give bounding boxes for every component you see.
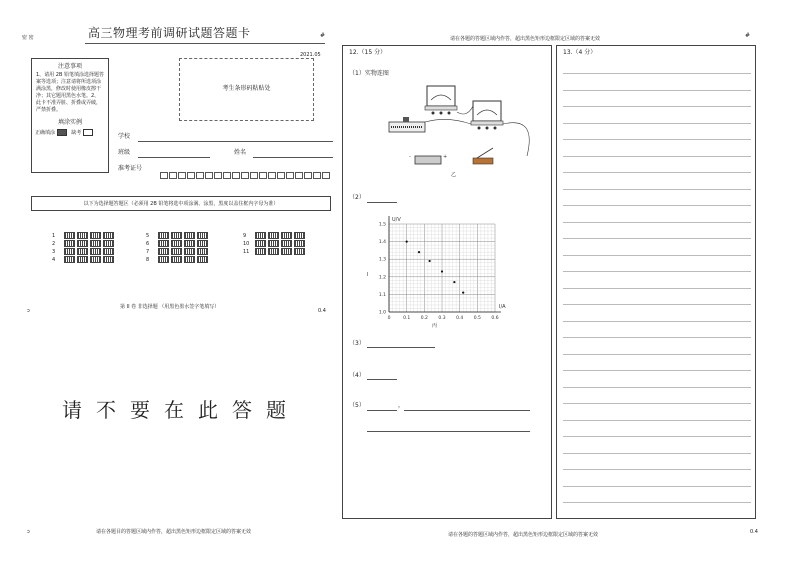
y-tick-label: 1.5 (378, 222, 386, 228)
option-d-bubble[interactable] (197, 240, 208, 247)
q12-part5-answer-line-c[interactable] (367, 431, 530, 432)
digit-cell[interactable] (214, 172, 222, 179)
choice-row[interactable]: 1 (52, 232, 116, 240)
figure-yi-caption: 乙 (451, 172, 457, 178)
option-d-bubble[interactable] (103, 240, 114, 247)
option-a-bubble[interactable] (64, 232, 75, 239)
barcode-area (179, 58, 314, 121)
answer-line[interactable] (563, 139, 751, 140)
digit-cell[interactable] (250, 172, 258, 179)
class-label: 班级 (118, 149, 131, 156)
option-c-bubble[interactable] (90, 232, 101, 239)
q12-part4-label: （4） (349, 372, 365, 379)
answer-line[interactable] (563, 288, 751, 289)
option-d-bubble[interactable] (103, 256, 114, 263)
q13-title: 13.（4 分） (563, 49, 597, 56)
option-d-bubble[interactable] (197, 232, 208, 239)
filled-mark-icon (57, 129, 67, 136)
q12-part2-answer-line[interactable] (367, 202, 397, 203)
answer-line[interactable] (563, 453, 751, 454)
option-b-bubble[interactable] (171, 248, 182, 255)
digit-cell[interactable] (178, 172, 186, 179)
option-c-bubble[interactable] (184, 248, 195, 255)
digit-cell[interactable] (232, 172, 240, 179)
school-label: 学校 (118, 133, 131, 140)
digit-cell[interactable] (259, 172, 267, 179)
q13-answer-box (556, 45, 756, 519)
digit-cell[interactable] (169, 172, 177, 179)
name-label: 姓名 (234, 149, 247, 156)
option-a-bubble[interactable] (158, 232, 169, 239)
answer-line[interactable] (563, 420, 751, 421)
choice-row[interactable]: 8 (146, 256, 210, 264)
option-a-bubble[interactable] (64, 240, 75, 247)
ammeter-icon (473, 101, 501, 121)
graph-side-label: I (367, 272, 369, 278)
battery-icon (415, 156, 441, 164)
voltmeter-icon (427, 86, 455, 106)
choice-row[interactable]: 5 (146, 232, 210, 240)
school-field[interactable] (138, 141, 333, 142)
data-point (441, 270, 443, 272)
choice-banner (31, 196, 331, 211)
x-tick-label: 0 (387, 316, 391, 321)
data-point (406, 241, 408, 243)
digit-cell[interactable] (295, 172, 303, 179)
choice-column-1 (52, 232, 116, 264)
choice-row[interactable]: 6 (146, 240, 210, 248)
choice-row[interactable]: 11 (243, 248, 307, 256)
x-tick-label: 0.4 (456, 316, 464, 321)
digit-cell[interactable] (322, 172, 330, 179)
x-axis-label: I/A (499, 304, 506, 310)
option-c-bubble[interactable] (184, 232, 195, 239)
answer-line[interactable] (563, 321, 751, 322)
option-d-bubble[interactable] (197, 248, 208, 255)
y-tick-label: 1.4 (378, 240, 386, 246)
answer-line[interactable] (563, 205, 751, 206)
fill-example-title: 填涂实例 (57, 119, 82, 126)
answer-line[interactable] (563, 90, 751, 91)
corner-mark-left: 密 密 (22, 35, 34, 41)
top-warning-mid: 请在各题的答题区域内作答，超出黑色矩形边框限定区域的答案无效 (450, 36, 601, 42)
q12-part5-answer-line-a[interactable] (367, 410, 397, 411)
y-axis-label: U/V (392, 217, 401, 223)
x-tick-label: 0.6 (491, 316, 499, 321)
q12-answer-box (342, 45, 552, 519)
option-c-bubble[interactable] (281, 232, 292, 239)
page-title: 高三物理考前调研试题答题卡 (88, 26, 251, 40)
option-a-bubble[interactable] (158, 248, 169, 255)
answer-line[interactable] (563, 255, 751, 256)
option-b-bubble[interactable] (77, 256, 88, 263)
data-point (462, 292, 464, 294)
q12-part5-separator: ， (398, 402, 405, 409)
digit-cell[interactable] (205, 172, 213, 179)
choice-row[interactable]: 9 (243, 232, 307, 240)
option-d-bubble[interactable] (294, 232, 305, 239)
option-c-bubble[interactable] (184, 256, 195, 263)
option-b-bubble[interactable] (171, 240, 182, 247)
answer-line[interactable] (563, 222, 751, 223)
bottom-warning-left: 请在各题目的答题区域内作答，超出黑色矩形边框限定区域的答案无效 (96, 529, 252, 535)
digit-cell[interactable] (196, 172, 204, 179)
empty-mark-icon (83, 129, 93, 136)
digit-cell[interactable] (223, 172, 231, 179)
digit-cell[interactable] (304, 172, 312, 179)
option-a-bubble[interactable] (158, 240, 169, 247)
y-tick-label: 1.2 (378, 275, 386, 281)
answer-line[interactable] (563, 436, 751, 437)
notice-box (31, 58, 109, 173)
option-c-bubble[interactable] (184, 240, 195, 247)
side-mark-left-bottom: ɔ (27, 529, 30, 535)
choice-banner-text: 以下为选择题答题区（必须用 2B 铅笔将选中项涂满、涂黑，黑度以盖住框内字母为准） (83, 201, 279, 207)
answer-line[interactable] (563, 106, 751, 107)
notice-body: 1、请用 2B 铅笔填涂选择题答案等选项；注意请将所选项涂满涂黑，修改时使用橡皮擦干净；其它题用黑色水笔。2、此卡不准弄脏、折叠或弄破，严禁折叠。 (36, 72, 104, 113)
choice-row[interactable]: 7 (146, 248, 210, 256)
option-d-bubble[interactable] (294, 240, 305, 247)
hash-mark-right: # (745, 32, 751, 39)
digit-cell[interactable] (313, 172, 321, 179)
digit-cell[interactable] (160, 172, 168, 179)
digit-cell[interactable] (268, 172, 276, 179)
u-i-graph (363, 210, 508, 329)
answer-line[interactable] (563, 123, 751, 124)
q12-part2-label: （2） (349, 194, 365, 201)
hash-mark: # (320, 32, 326, 39)
choice-column-3 (243, 232, 307, 256)
option-b-bubble[interactable] (171, 256, 182, 263)
y-tick-label: 1.1 (378, 292, 386, 298)
digit-cell[interactable] (286, 172, 294, 179)
answer-line[interactable] (563, 387, 751, 388)
svg-text:-: - (409, 154, 411, 160)
x-tick-label: 0.1 (403, 316, 411, 321)
side-mark-left: ɔ (27, 308, 30, 314)
option-c-bubble[interactable] (90, 248, 101, 255)
option-c-bubble[interactable] (90, 256, 101, 263)
answer-line[interactable] (563, 337, 751, 338)
answer-line[interactable] (563, 73, 751, 74)
class-field[interactable] (138, 157, 210, 158)
name-field[interactable] (253, 157, 333, 158)
do-not-answer-warning: 请不要在此答题 (62, 398, 300, 422)
answer-line[interactable] (563, 486, 751, 487)
circuit-apparatus-illustration (387, 76, 542, 176)
y-tick-label: 1.3 (378, 257, 386, 263)
barcode-label: 考生条形码粘贴处 (222, 85, 271, 92)
data-point (418, 251, 420, 253)
option-a-bubble[interactable] (158, 256, 169, 263)
answer-line[interactable] (563, 238, 751, 239)
q12-part3-answer-line[interactable] (367, 347, 435, 348)
answer-line[interactable] (563, 403, 751, 404)
choice-row[interactable]: 2 (52, 240, 116, 248)
choice-row[interactable]: 10 (243, 240, 307, 248)
option-a-bubble[interactable] (64, 256, 75, 263)
choice-row[interactable]: 3 (52, 248, 116, 256)
q12-title: 12.（15 分） (349, 49, 387, 56)
q12-part5-label: （5） (349, 402, 365, 409)
answer-line[interactable] (563, 469, 751, 470)
y-tick-label: 1.0 (378, 310, 386, 316)
notice-title: 注意事项 (57, 63, 82, 70)
choice-column-2 (146, 232, 210, 264)
option-b-bubble[interactable] (268, 232, 279, 239)
q12-part5-answer-line-b[interactable] (404, 410, 530, 411)
answer-line[interactable] (563, 271, 751, 272)
digit-cell[interactable] (241, 172, 249, 179)
option-d-bubble[interactable] (103, 232, 114, 239)
answer-line[interactable] (563, 502, 751, 503)
option-b-bubble[interactable] (77, 240, 88, 247)
title-underline (85, 43, 325, 44)
side-mark-mid: 0.4 (318, 308, 326, 314)
answer-line[interactable] (563, 172, 751, 173)
choice-row[interactable]: 4 (52, 256, 116, 264)
data-point (453, 281, 455, 283)
option-b-bubble[interactable] (268, 240, 279, 247)
option-d-bubble[interactable] (294, 248, 305, 255)
exam-number-label: 准考证号 (118, 165, 143, 172)
option-a-bubble[interactable] (255, 232, 266, 239)
q12-part3-label: （3） (349, 340, 365, 347)
option-a-bubble[interactable] (64, 248, 75, 255)
answer-line[interactable] (563, 304, 751, 305)
data-point (429, 260, 431, 262)
option-d-bubble[interactable] (197, 256, 208, 263)
section-2-heading: 第 II 卷 非选择题 （用黑色墨水签字笔填写） (120, 304, 220, 310)
exam-date: 2021.05 (300, 52, 321, 58)
graph-caption: 丙 (432, 323, 438, 329)
option-b-bubble[interactable] (171, 232, 182, 239)
option-a-bubble[interactable] (255, 248, 266, 255)
bottom-warning-mid: 请在各题的答题区域内作答，超出黑色矩形边框限定区域的答案无效 (448, 532, 599, 538)
option-c-bubble[interactable] (90, 240, 101, 247)
answer-line[interactable] (563, 370, 751, 371)
option-b-bubble[interactable] (268, 248, 279, 255)
bottom-right-mark: 0.4 (750, 529, 758, 535)
option-d-bubble[interactable] (103, 248, 114, 255)
x-tick-label: 0.2 (420, 316, 428, 321)
fill-example-row (32, 127, 108, 139)
q12-part1-label: （1）实物连图 (349, 70, 389, 77)
fill-missing-label: 缺考 (71, 130, 82, 136)
option-b-bubble[interactable] (77, 248, 88, 255)
x-tick-label: 0.3 (438, 316, 446, 321)
option-c-bubble[interactable] (281, 248, 292, 255)
q12-part4-answer-line[interactable] (367, 379, 397, 380)
option-a-bubble[interactable] (255, 240, 266, 247)
answer-line[interactable] (563, 354, 751, 355)
digit-cell[interactable] (187, 172, 195, 179)
option-c-bubble[interactable] (281, 240, 292, 247)
x-tick-label: 0.5 (473, 316, 481, 321)
exam-number-grid[interactable] (160, 165, 331, 184)
svg-text:+: + (443, 154, 448, 160)
fill-correct-label: 正确填涂 (35, 130, 56, 136)
answer-line[interactable] (563, 156, 751, 157)
option-b-bubble[interactable] (77, 232, 88, 239)
digit-cell[interactable] (277, 172, 285, 179)
switch-icon (473, 158, 493, 164)
answer-line[interactable] (563, 189, 751, 190)
